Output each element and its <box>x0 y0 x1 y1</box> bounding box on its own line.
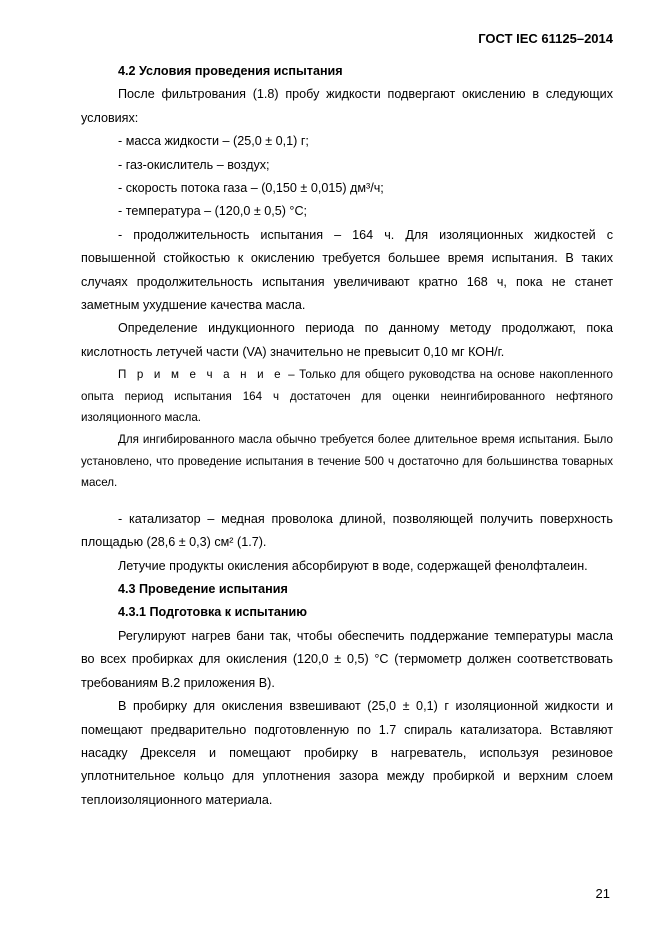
page-content <box>81 60 613 812</box>
list-item-temperature: - температура – (120,0 ± 0,5) °С; <box>118 204 308 219</box>
paragraph-intro: После фильтрования (1.8) пробу жидкости подвергают окислению в следующих условиях: <box>81 87 613 125</box>
section-heading-4-3: 4.3 Проведение испытания <box>118 582 288 597</box>
subsection-heading-4-3-1: 4.3.1 Подготовка к испытанию <box>118 605 307 620</box>
list-item-catalyst: - катализатор – медная проволока длиной, позволяющей получить поверхность площадью (28,6 ± 0,3) см² (1.7). <box>81 511 613 550</box>
spacer <box>81 494 613 508</box>
paragraph-weighing: В пробирку для окисления взвешивают (25,0 ± 0,1) г изоляционной жидкости и помещают предварительно подготовленную по 1.7 спираль катализатора. Вставляют насадку Дрекселя и помещают пробирку в нагреватель, используя резиновое уплотнительное кольцо для уплотнения зазора между пробиркой и верхним слоем теплоизоляционного материала. <box>81 699 613 807</box>
note-text: – Только для общего руководства на основе накопленного опыта период испытания 164 ч достаточен для оценки неингибированного нефтяного изоляционного масла. <box>81 368 613 425</box>
note-label: П р и м е ч а н и е <box>118 368 284 382</box>
paragraph-induction: Определение индукционного периода по данному методу продолжают, пока кислотность летучей части (VA) значительно не превысит 0,10 мг КОН/г. <box>81 321 613 359</box>
paragraph-heating: Регулируют нагрев бани так, чтобы обеспечить поддержание температуры масла во всех пробирках для окисления (120,0 ± 0,5) °С (термометр должен соответствовать требованиям В.2 приложения В). <box>81 628 613 690</box>
section-heading-4-2: 4.2 Условия проведения испытания <box>118 64 343 78</box>
list-item-mass: - масса жидкости – (25,0 ± 0,1) г; <box>118 134 309 149</box>
paragraph-volatile: Летучие продукты окисления абсорбируют в воде, содержащей фенолфталеин. <box>118 558 588 573</box>
document-header: ГОСТ IEC 61125–2014 <box>478 31 613 46</box>
list-item-duration: - продолжительность испытания – 164 ч. Для изоляционных жидкостей с повышенной стойкостью к окислению требуется большее время испытания. В таких случаях продолжительность испытания увеличивают кратно 168 ч, пока не станет заметным ухудшение качества масла. <box>81 227 613 313</box>
list-item-flow: - скорость потока газа – (0,150 ± 0,015) дм³/ч; <box>118 181 384 196</box>
note-paragraph <box>81 364 613 429</box>
list-item-gas: - газ-окислитель – воздух; <box>118 157 270 172</box>
page-number: 21 <box>595 886 610 901</box>
note-paragraph-2: Для ингибированного масла обычно требуется более длительное время испытания. Было установлено, что проведение испытания в течение 500 ч достаточно для большинства товарных масел. <box>81 433 613 490</box>
